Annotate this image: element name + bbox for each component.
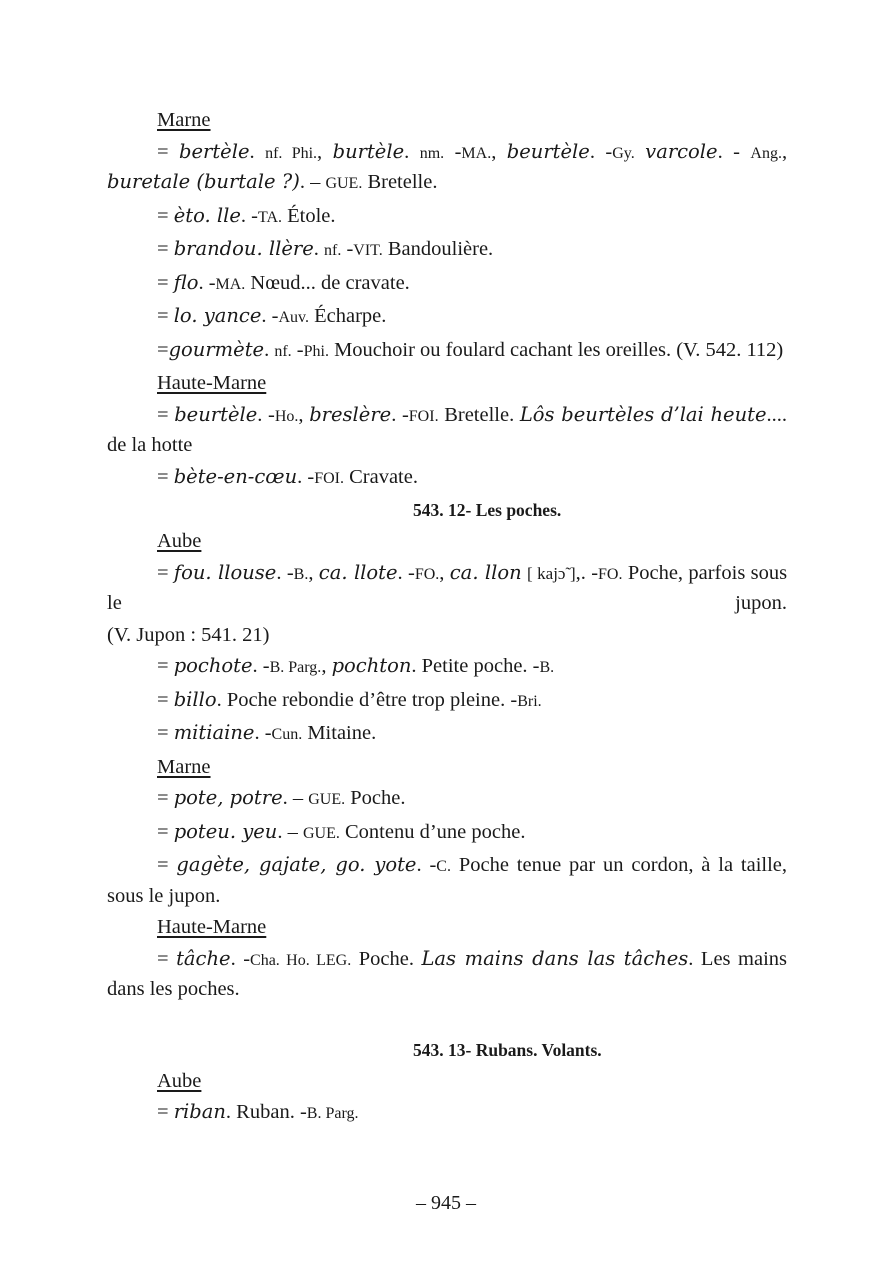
dialect-term: buretale (burtale ?) [107,170,300,193]
dialect-term: brandou. llère [173,237,314,260]
entry-text: Bretelle. [438,403,520,426]
dialect-term: poteu. yeu [173,819,278,843]
entry-text: = [157,655,174,677]
entry-text: = [157,140,179,163]
entry-text: , [781,140,788,163]
entry-text: , [298,403,310,426]
dialect-term: riban [173,1100,226,1123]
entry-text: Cha. Ho. LEG. [250,951,352,969]
entry-text: Cun. [271,726,303,743]
entry-text: = [157,403,175,426]
dialect-term: fou. llouse [173,560,277,584]
entry-text: ,. - [575,561,599,584]
entry-text: B. [293,565,309,583]
entry-text: VIT. [353,242,383,259]
entry-text: Bri. [517,692,542,710]
entry-text: = [157,338,169,361]
entry-text: . [249,140,266,163]
dialect-term: gourmète [168,337,265,361]
entry-text: = [157,854,177,876]
entry-text: = [157,204,174,227]
entry-text: . Les mains dans les poches. [107,947,787,1000]
entry-text: Poche, parfois sous le jupon. [107,561,788,614]
entry-text: . - [397,561,415,584]
entry-text: Auv. [278,309,309,326]
entry-text: . [313,238,324,260]
entry-text: nf. Phi. [265,144,318,162]
entry-mitiaine [107,719,787,750]
dialect-term: Las mains dans las tâches [421,946,689,970]
dialect-term: pochton [331,654,412,677]
dialect-term: ca. llon [449,560,522,584]
section-heading-poches: 543. 12- Les poches. [413,500,562,520]
entry-text: Contenu d’une poche. [339,820,526,843]
entry-loyance [107,302,787,333]
entry-text: GUE. [308,791,346,808]
entry-tache [107,945,787,1004]
entry-text: FO. [414,565,440,583]
entry-text: . Ruban. - [225,1101,307,1123]
entry-text: Bandoulière. [382,238,494,260]
dialect-term: pochote [173,654,253,677]
dialect-term: varcole [645,139,718,163]
entry-text: . - [254,722,272,744]
entry-text: MA. [461,144,492,162]
entry-text: . – [282,787,309,809]
dialect-term: bertèle [179,139,250,163]
dialect-term: ca. llote [318,560,398,584]
entry-text: FOI. [408,407,439,425]
entry-text: . - [717,140,740,163]
entry-text: . - [257,403,275,426]
entry-text: . - [252,655,270,677]
entry-text: = [157,271,174,294]
dialect-term: flo [173,270,199,294]
entry-flo [107,269,787,300]
entry-text: . - [198,271,216,294]
entry-text: , [308,561,319,584]
entry-pote [107,784,787,815]
entry-foullouse [107,559,787,618]
entry-text: Mouchoir ou foulard cachant les oreilles. (V. 542. 112) [328,338,784,361]
dialect-term: lo. yance [173,304,262,327]
region-heading-haute-marne [107,369,787,398]
entry-text: , [439,561,450,584]
dialect-term: gagète, gajate, go. yote [176,853,417,876]
entry-text: Étole. [282,204,336,227]
entry-text: . - [240,204,258,227]
entry-text: = [157,305,174,327]
entry-billo [107,686,787,717]
region-heading-haute-marne [107,913,787,942]
entry-text: = [157,787,174,809]
entry-text: B. Parg. [306,1105,359,1122]
entry-text: , [491,140,507,163]
entry-text: C. [436,858,451,875]
dialect-term: beurtèle [174,402,258,426]
entry-text: . Petite poche. - [411,655,540,677]
region-heading-aube [107,527,787,556]
entry-riban [107,1098,787,1129]
entry-text: = [157,947,177,970]
entry-text: . - [391,403,409,426]
entry-text: Haute-Marne [157,916,267,938]
dialect-term: billo [173,687,217,711]
entry-text: = [157,1101,174,1123]
entry-text: B. Parg. [269,659,322,676]
entry-text: FO. [598,565,623,583]
entry-text: Bretelle. [362,171,438,193]
entry-text: .... de la hotte [107,403,788,456]
page-number: – 945 – [416,1192,476,1214]
entry-foullouse-ref: (V. Jupon : 541. 21) [107,623,270,646]
entry-gourmete [107,336,787,367]
entry-text: Écharpe. [308,305,387,327]
entry-text: - [341,238,354,260]
region-heading-aube [107,1067,787,1096]
entry-text: . Poche rebondie d’être trop pleine. - [216,688,518,711]
entry-text: Nœud... de cravate. [245,271,410,294]
entry-text: . - [297,465,315,488]
entry-text: Poche tenue par un cordon, à la taille, sous le jupon. [107,854,788,907]
region-heading-marne [107,753,787,782]
entry-etolle [107,202,787,233]
entry-text: nf. [323,242,342,259]
entry-text [635,141,645,163]
entry-beurtele [107,401,787,460]
dialect-term: Lôs beurtèles d’lai heute [519,402,767,426]
dialect-term: èto. lle [173,203,241,227]
entry-text: . – [299,171,326,193]
entry-text: = [157,722,174,744]
entry-text: = [157,561,174,584]
entry-text: Ho. [274,407,299,425]
entry-text: . - [230,947,251,970]
entry-text: nm. [419,144,445,162]
dialect-term: burtèle [332,139,405,163]
dialect-term: tâche [176,946,231,970]
entry-text: - [291,338,304,361]
entry-text: . [264,338,275,361]
entry-poteuyeu [107,818,787,849]
entry-text: . - [276,561,294,584]
entry-text: = [157,465,174,488]
entry-text: , [321,655,332,677]
entry-brandoullere [107,235,787,266]
dialect-term: pote, potre [173,786,283,809]
region-heading-marne [107,106,787,135]
entry-text: . – [277,820,303,843]
entry-text: FOI. [314,469,344,487]
entry-text: B. [539,659,555,676]
entry-text: Poche. [351,947,422,970]
entry-text: Marne [157,755,211,778]
entry-text: Ang. [750,144,782,162]
entry-text: - [444,140,462,163]
entry-text: GUE. [302,824,340,842]
entry-bertele [107,138,787,199]
entry-text: = [157,238,174,260]
entry-text: Gy. [612,144,635,162]
entry-text: Aube [157,530,202,552]
dialect-term: bète-en-cœu [173,464,298,488]
section-heading-rubans: 543. 13- Rubans. Volants. [413,1039,602,1060]
entry-text: , [317,140,333,163]
entry-text: MA. [215,275,246,293]
entry-text: TA. [257,208,282,226]
entry-text: . - [261,305,279,327]
entry-bete-en-coeu [107,463,787,494]
dialect-term: beurtèle [506,139,590,163]
dialect-term: breslère [309,402,392,426]
entry-text: Mitaine. [302,722,377,744]
entry-text: Phi. [303,342,329,360]
entry-text: = [157,688,174,711]
entry-text: nf. [274,342,292,360]
phonetic-transcription: [ kajɔ̃ ] [527,563,576,583]
entry-text: Aube [157,1069,202,1092]
entry-text: Marne [157,109,211,131]
document-page [107,106,787,1132]
entry-text: . [404,140,420,163]
entry-gagete [107,851,787,910]
entry-text: GUE. [325,175,363,192]
entry-text: . - [589,140,613,163]
entry-text: . - [416,854,437,876]
dialect-term: mitiaine [173,721,255,744]
entry-text: Haute-Marne [157,372,267,394]
entry-text: Cravate. [343,465,418,488]
entry-pochote [107,652,787,683]
entry-text: = [157,820,174,843]
entry-text: Poche. [345,787,406,809]
